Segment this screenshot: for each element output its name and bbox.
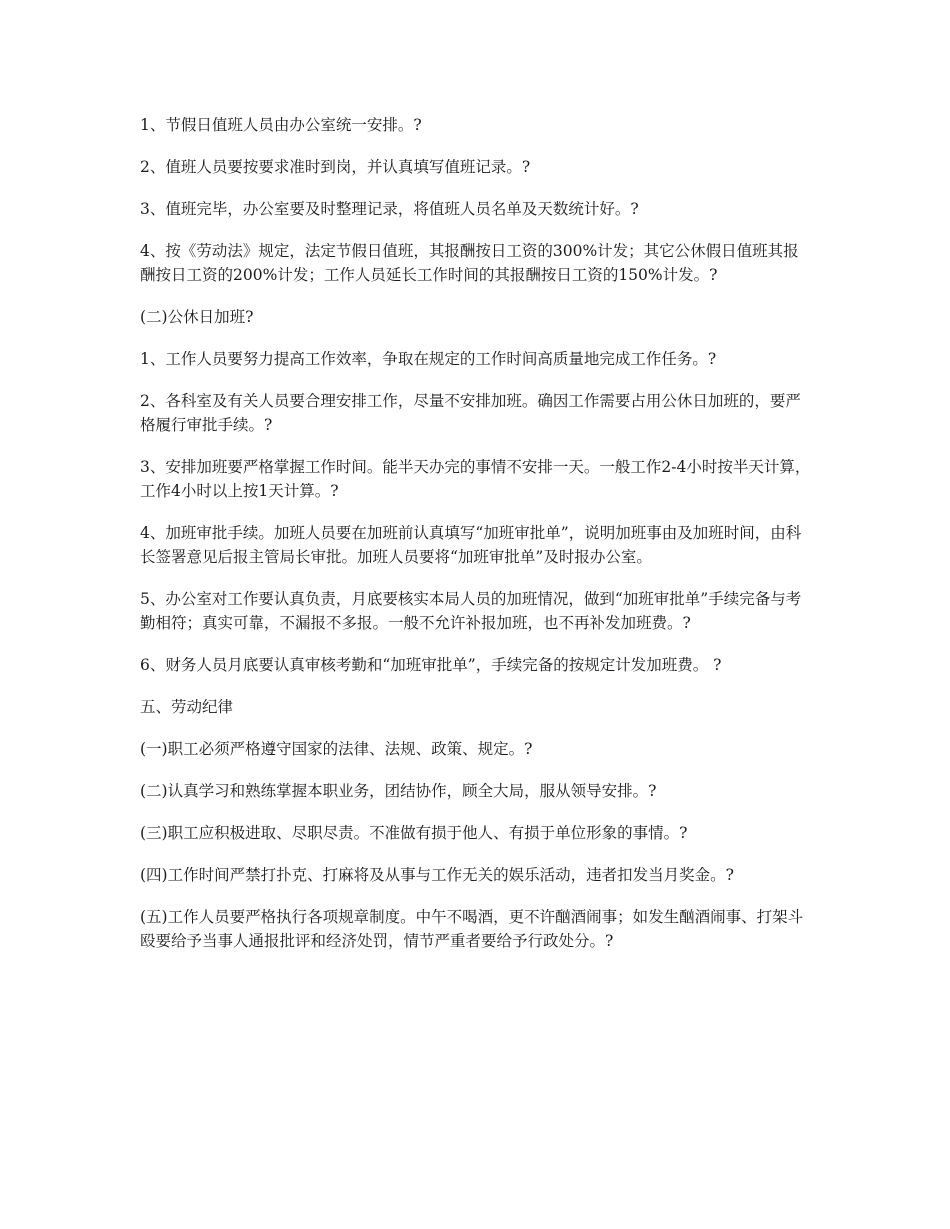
paragraph-duty-on-time: 2、值班人员要按要求准时到岗，并认真填写值班记录。?: [140, 158, 531, 176]
paragraph-discipline-3: (三)职工应积极进取、尽职尽责。不准做有损于他人、有损于单位形象的事情。?: [140, 824, 688, 842]
paragraph-discipline-5: (五)工作人员要严格执行各项规章制度。中午不喝酒，更不许酗酒闹事；如发生酗酒闹事、打架斗殴要给予当事人通报批评和经济处罚，情节严重者要给予行政处分。?: [140, 908, 804, 950]
section-heading-rest-day-overtime: (二)公休日加班?: [140, 308, 254, 326]
paragraph-work-efficiency: 1、工作人员要努力提高工作效率，争取在规定的工作时间高质量地完成工作任务。?: [140, 350, 717, 368]
section-heading-labor-discipline: 五、劳动纪律: [140, 698, 234, 716]
paragraph-duty-records: 3、值班完毕，办公室要及时整理记录，将值班人员名单及天数统计好。?: [140, 200, 639, 218]
paragraph-discipline-2: (二)认真学习和熟练掌握本职业务，团结协作，顾全大局，服从领导安排。?: [140, 782, 657, 800]
document-body: [140, 113, 812, 971]
paragraph-discipline-1: (一)职工必须严格遵守国家的法律、法规、政策、规定。?: [140, 740, 533, 758]
paragraph-arrange-work: 2、各科室及有关人员要合理安排工作，尽量不安排加班。确因工作需要占用公休日加班的，要严格履行审批手续。?: [140, 392, 801, 434]
paragraph-office-verification: 5、办公室对工作要认真负责，月底要核实本局人员的加班情况，做到“加班审批单”手续完备与考勤相符；真实可靠，不漏报不多报。一般不允许补报加班，也不再补发加班费。?: [140, 590, 802, 632]
paragraph-discipline-4: (四)工作时间严禁打扑克、打麻将及从事与工作无关的娱乐活动，违者扣发当月奖金。?: [140, 866, 734, 884]
paragraph-overtime-time: 3、安排加班要严格掌握工作时间。能半天办完的事情不安排一天。一般工作2-4小时按半天计算，工作4小时以上按1天计算。?: [140, 458, 811, 500]
paragraph-finance-review: 6、财务人员月底要认真审核考勤和“加班审批单”，手续完备的按规定计发加班费。 ?: [140, 656, 722, 674]
paragraph-labor-law-pay: 4、按《劳动法》规定，法定节假日值班，其报酬按日工资的300%计发；其它公休假日值班其报酬按日工资的200%计发；工作人员延长工作时间的其报酬按日工资的150%计发。?: [140, 242, 799, 284]
paragraph-holiday-duty-arrangement: 1、节假日值班人员由办公室统一安排。?: [140, 116, 422, 134]
paragraph-overtime-approval: 4、加班审批手续。加班人员要在加班前认真填写“加班审批单”，说明加班事由及加班时间，由科长签署意见后报主管局长审批。加班人员要将“加班审批单”及时报办公室。: [140, 524, 802, 566]
